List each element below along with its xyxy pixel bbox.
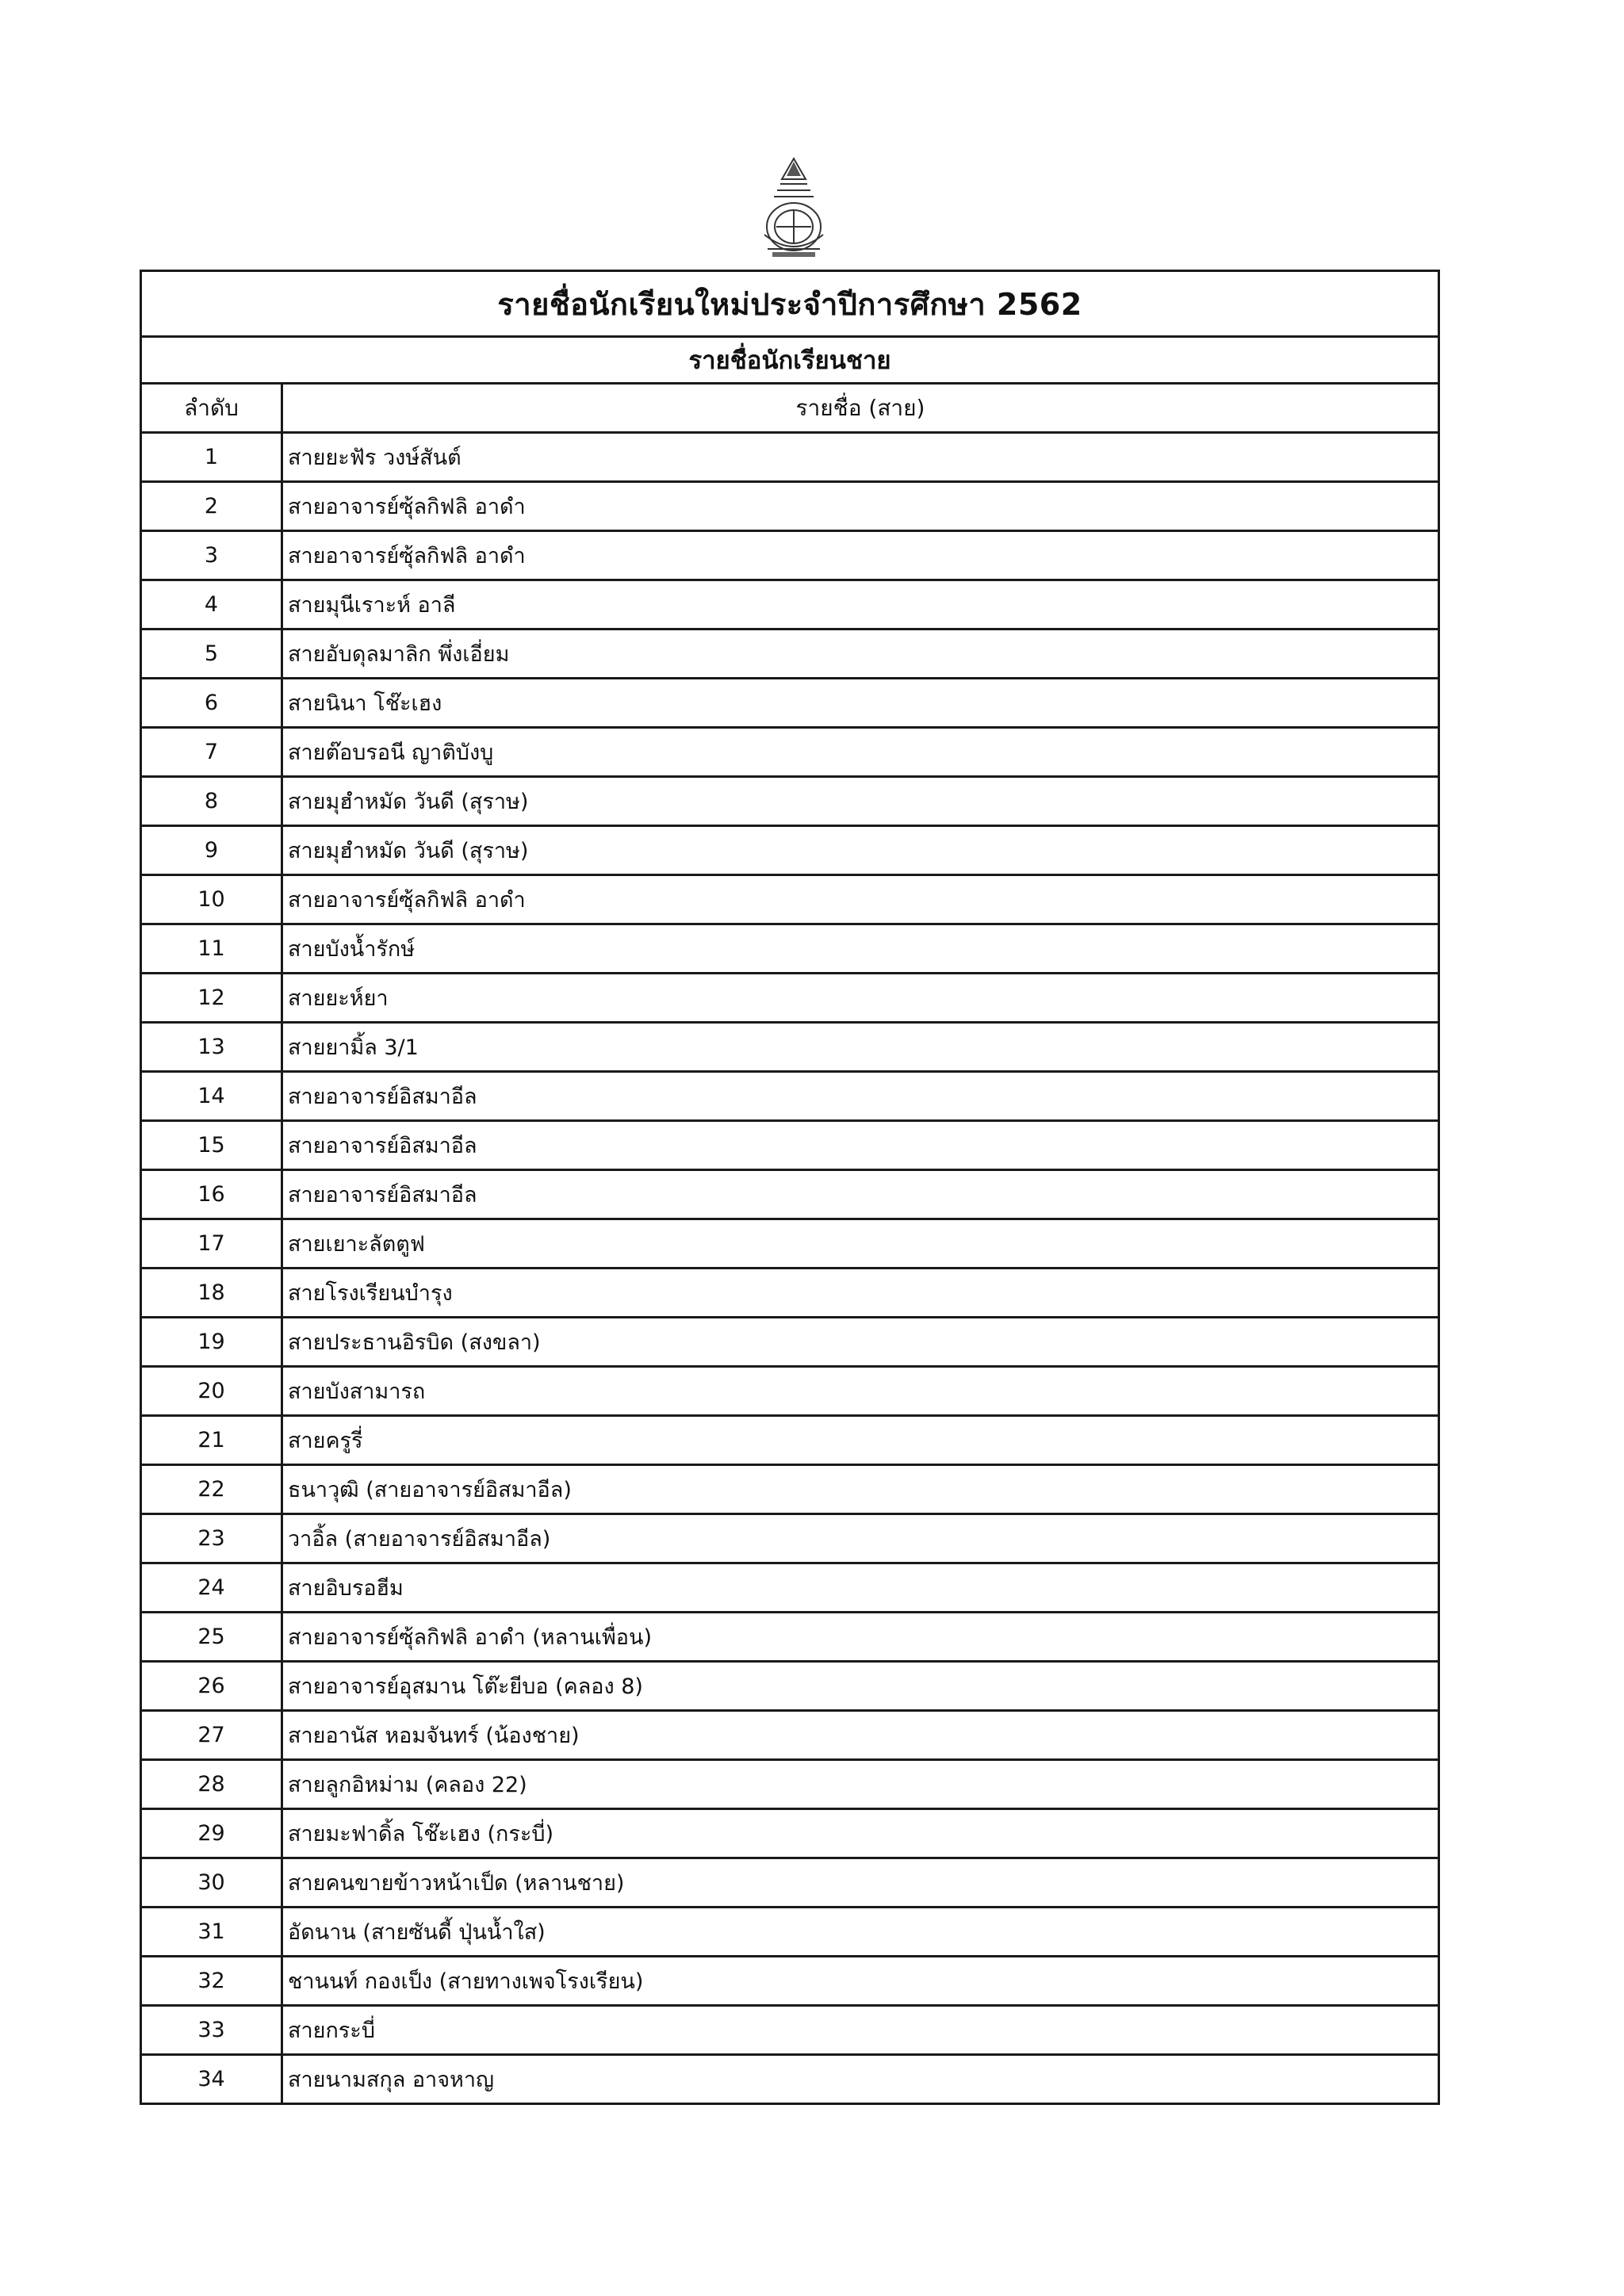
row-number: 15 bbox=[141, 1121, 282, 1170]
row-name: สายคนขายข้าวหน้าเป็ด (หลานชาย) bbox=[282, 1858, 1439, 1908]
row-number: 4 bbox=[141, 580, 282, 629]
row-name: สายอาจารย์อุสมาน โต๊ะยีบอ (คลอง 8) bbox=[282, 1662, 1439, 1711]
row-number: 9 bbox=[141, 826, 282, 875]
section-subtitle: รายชื่อนักเรียนชาย bbox=[141, 337, 1439, 384]
table-row bbox=[141, 580, 1439, 629]
row-name: สายยะฟัร วงษ์สันต์ bbox=[282, 433, 1439, 482]
row-name: สายยามิ้ล 3/1 bbox=[282, 1023, 1439, 1072]
table-row bbox=[141, 1023, 1439, 1072]
row-number: 14 bbox=[141, 1072, 282, 1121]
row-name: สายอานัส หอมจันทร์ (น้องชาย) bbox=[282, 1711, 1439, 1760]
row-name: สายมุฮำหมัด วันดี (สุราษ) bbox=[282, 777, 1439, 826]
row-number: 3 bbox=[141, 531, 282, 580]
row-number: 31 bbox=[141, 1908, 282, 1957]
row-number: 17 bbox=[141, 1219, 282, 1269]
row-name: อัดนาน (สายซันดี้ ปุ่นน้ำใส) bbox=[282, 1908, 1439, 1957]
table-row bbox=[141, 2055, 1439, 2104]
row-name: สายประธานอิรบิด (สงขลา) bbox=[282, 1318, 1439, 1367]
row-number: 26 bbox=[141, 1662, 282, 1711]
row-number: 1 bbox=[141, 433, 282, 482]
row-name: สายต๊อบรอนี ญาติบังบู bbox=[282, 728, 1439, 777]
row-name: สายนินา โช๊ะเฮง bbox=[282, 679, 1439, 728]
table-row bbox=[141, 1367, 1439, 1416]
table-row bbox=[141, 875, 1439, 924]
table-header-row bbox=[141, 384, 1439, 433]
row-name: ชานนท์ กองเป็ง (สายทางเพจโรงเรียน) bbox=[282, 1957, 1439, 2006]
row-number: 20 bbox=[141, 1367, 282, 1416]
row-number: 10 bbox=[141, 875, 282, 924]
row-number: 28 bbox=[141, 1760, 282, 1809]
table-row bbox=[141, 1957, 1439, 2006]
row-number: 25 bbox=[141, 1613, 282, 1662]
table-row bbox=[141, 1514, 1439, 1563]
table-row bbox=[141, 826, 1439, 875]
table-row bbox=[141, 1318, 1439, 1367]
table-row bbox=[141, 1563, 1439, 1613]
row-number: 8 bbox=[141, 777, 282, 826]
table-row bbox=[141, 1170, 1439, 1219]
table-row bbox=[141, 1121, 1439, 1170]
row-name: สายบังสามารถ bbox=[282, 1367, 1439, 1416]
row-number: 13 bbox=[141, 1023, 282, 1072]
row-name: สายครูรี่ bbox=[282, 1416, 1439, 1465]
row-name: สายบังน้ำรักษ์ bbox=[282, 924, 1439, 974]
row-name: สายลูกอิหม่าม (คลอง 22) bbox=[282, 1760, 1439, 1809]
row-number: 16 bbox=[141, 1170, 282, 1219]
table-row bbox=[141, 1072, 1439, 1121]
row-name: สายอับดุลมาลิก พึ่งเอี่ยม bbox=[282, 629, 1439, 679]
row-number: 22 bbox=[141, 1465, 282, 1514]
table-row bbox=[141, 924, 1439, 974]
table-row bbox=[141, 1809, 1439, 1858]
school-emblem-logo bbox=[750, 155, 837, 263]
table-row bbox=[141, 2006, 1439, 2055]
row-number: 32 bbox=[141, 1957, 282, 2006]
row-number: 19 bbox=[141, 1318, 282, 1367]
column-header-name: รายชื่อ (สาย) bbox=[282, 384, 1439, 433]
table-row bbox=[141, 1711, 1439, 1760]
row-number: 30 bbox=[141, 1858, 282, 1908]
table-row bbox=[141, 1858, 1439, 1908]
row-number: 33 bbox=[141, 2006, 282, 2055]
table-row bbox=[141, 433, 1439, 482]
row-name: สายอาจารย์ซุ้ลกิฟลิ อาดำ bbox=[282, 531, 1439, 580]
row-name: สายอาจารย์ซุ้ลกิฟลิ อาดำ (หลานเพื่อน) bbox=[282, 1613, 1439, 1662]
table-row bbox=[141, 1219, 1439, 1269]
table-row bbox=[141, 1908, 1439, 1957]
table-row bbox=[141, 1269, 1439, 1318]
column-header-no: ลำดับ bbox=[141, 384, 282, 433]
row-name: สายโรงเรียนบำรุง bbox=[282, 1269, 1439, 1318]
student-list-table bbox=[140, 270, 1440, 2105]
row-name: สายอาจารย์ซุ้ลกิฟลิ อาดำ bbox=[282, 875, 1439, 924]
row-name: วาอิ้ล (สายอาจารย์อิสมาอีล) bbox=[282, 1514, 1439, 1563]
row-name: สายอาจารย์อิสมาอีล bbox=[282, 1121, 1439, 1170]
row-name: สายมุฮำหมัด วันดี (สุราษ) bbox=[282, 826, 1439, 875]
table-row bbox=[141, 1613, 1439, 1662]
row-name: สายมุนีเราะห์ อาลี bbox=[282, 580, 1439, 629]
table-row bbox=[141, 679, 1439, 728]
row-number: 5 bbox=[141, 629, 282, 679]
row-name: สายอาจารย์ซุ้ลกิฟลิ อาดำ bbox=[282, 482, 1439, 531]
table-row bbox=[141, 531, 1439, 580]
table-row bbox=[141, 629, 1439, 679]
row-name: สายนามสกุล อาจหาญ bbox=[282, 2055, 1439, 2104]
row-name: สายมะฟาดิ้ล โช๊ะเฮง (กระบี่) bbox=[282, 1809, 1439, 1858]
table-row bbox=[141, 777, 1439, 826]
table-row bbox=[141, 1662, 1439, 1711]
row-number: 24 bbox=[141, 1563, 282, 1613]
row-name: สายเยาะลัตตูฟ bbox=[282, 1219, 1439, 1269]
row-name: สายยะห์ยา bbox=[282, 974, 1439, 1023]
row-name: สายอาจารย์อิสมาอีล bbox=[282, 1170, 1439, 1219]
row-number: 11 bbox=[141, 924, 282, 974]
row-name: ธนาวุฒิ (สายอาจารย์อิสมาอีล) bbox=[282, 1465, 1439, 1514]
row-name: สายอิบรอฮีม bbox=[282, 1563, 1439, 1613]
table-row bbox=[141, 1760, 1439, 1809]
row-number: 21 bbox=[141, 1416, 282, 1465]
table-row bbox=[141, 1465, 1439, 1514]
row-number: 12 bbox=[141, 974, 282, 1023]
row-number: 29 bbox=[141, 1809, 282, 1858]
row-name: สายกระบี่ bbox=[282, 2006, 1439, 2055]
table-row bbox=[141, 974, 1439, 1023]
row-name: สายอาจารย์อิสมาอีล bbox=[282, 1072, 1439, 1121]
row-number: 2 bbox=[141, 482, 282, 531]
row-number: 23 bbox=[141, 1514, 282, 1563]
row-number: 6 bbox=[141, 679, 282, 728]
row-number: 7 bbox=[141, 728, 282, 777]
table-row bbox=[141, 1416, 1439, 1465]
row-number: 18 bbox=[141, 1269, 282, 1318]
row-number: 34 bbox=[141, 2055, 282, 2104]
table-row bbox=[141, 728, 1439, 777]
page-title: รายชื่อนักเรียนใหม่ประจำปีการศึกษา 2562 bbox=[141, 271, 1439, 337]
row-number: 27 bbox=[141, 1711, 282, 1760]
table-row bbox=[141, 482, 1439, 531]
